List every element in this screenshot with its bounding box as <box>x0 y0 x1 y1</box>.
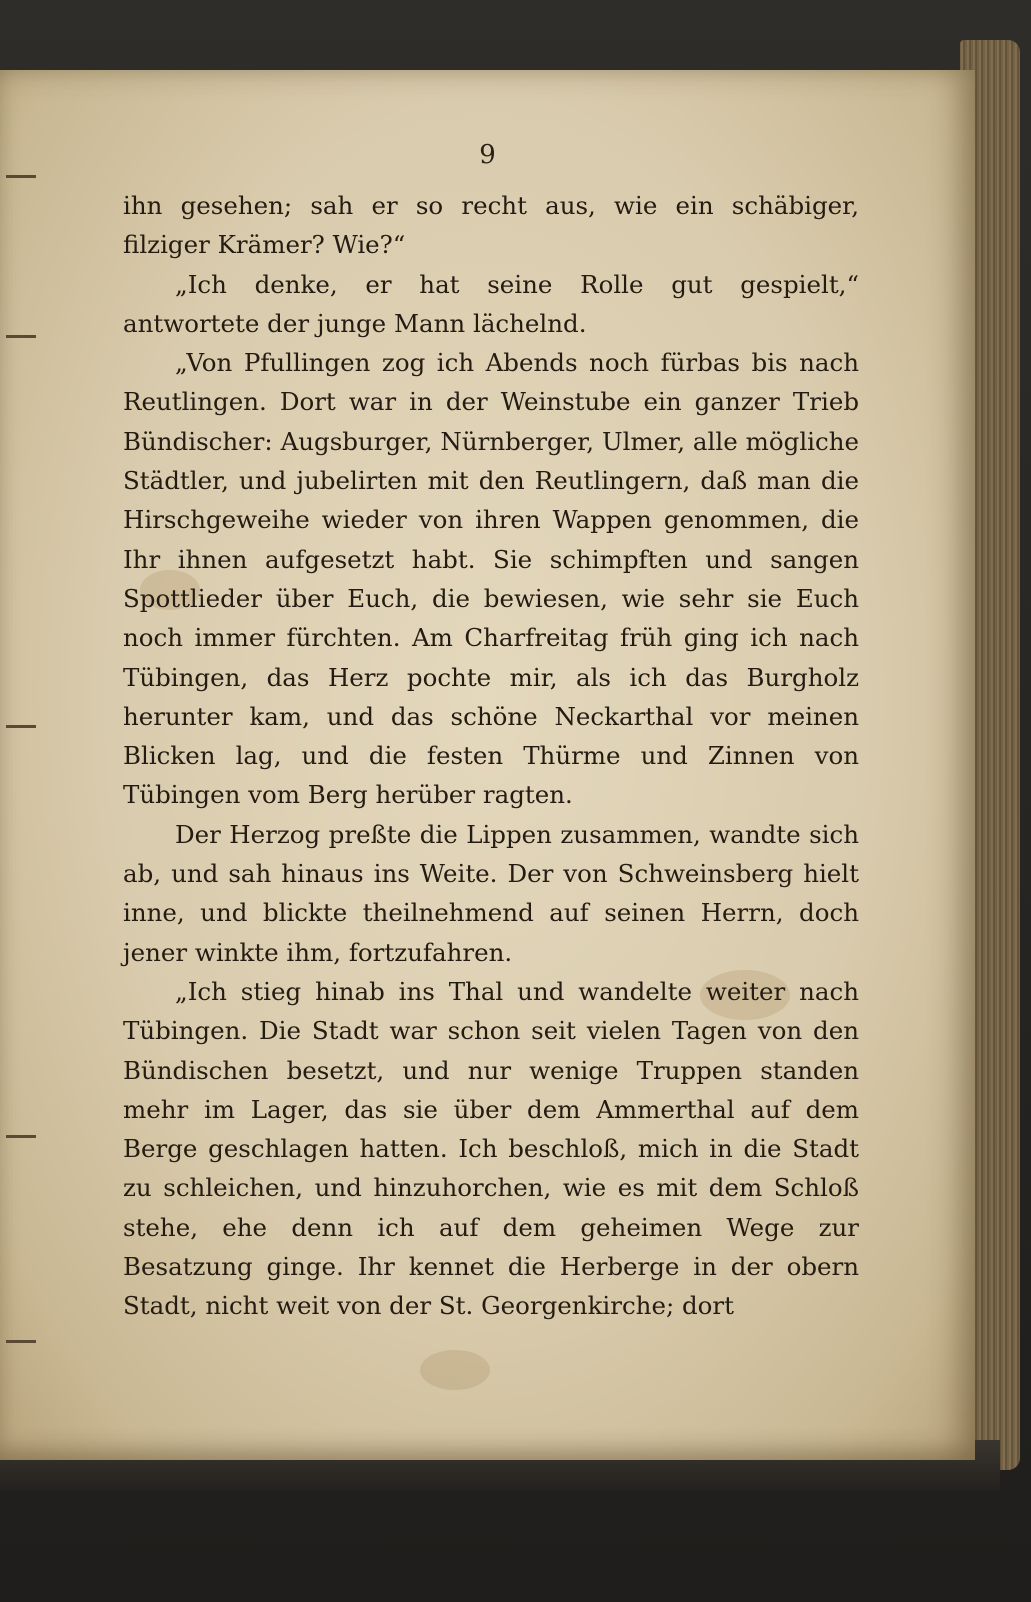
margin-mark <box>6 175 36 178</box>
paragraph: „Von Pfullingen zog ich Abends noch fürbas bis nach Reutlingen. Dort war in der Weinstube ein ganzer Trieb Bündischer: Augsburger, Nürnberger, Ulmer, alle mögliche Städtler, und jubelirten mit den Reutlingern, daß man die Hirschgeweihe wieder von ihren Wappen genommen, die Ihr ihnen aufgesetzt habt. Sie schimpften und sangen Spottlieder über Euch, die bewiesen, wie sehr sie Euch noch immer fürchten. Am Charfreitag früh ging ich nach Tübingen, das Herz pochte mir, als ich das Burgholz herunter kam, und das schöne Neckarthal vor meinen Blicken lag, und die festen Thürme und Zinnen von Tübingen vom Berg herüber ragten. <box>123 348 859 810</box>
paragraph: „Ich stieg hinab ins Thal und wandelte weiter nach Tübingen. Die Stadt war schon seit vielen Tagen von den Bündischen besetzt, und nur wenige Truppen standen mehr im Lager, das sie über dem Ammerthal auf dem Berge geschlagen hatten. Ich beschloß, mich in die Stadt zu schleichen, und hinzuhorchen, wie es mit dem Schloß stehe, ehe denn ich auf dem geheimen Wege zur Besatzung ginge. Ihr kennet die Herberge in der obern Stadt, nicht weit von der St. Georgenkirche; dort <box>123 976 859 1321</box>
margin-mark <box>6 1340 36 1343</box>
margin-mark <box>6 335 36 338</box>
paragraph: „Ich denke, er hat seine Rolle gut gespielt,“ antwortete der junge Mann lächelnd. <box>123 269 859 338</box>
page-number: 9 <box>479 140 496 170</box>
book-page <box>0 70 975 1460</box>
foxing-stain <box>420 1350 490 1390</box>
paragraph: Der Herzog preßte die Lippen zusammen, wandte sich ab, und sah hinaus ins Weite. Der von Schweinsberg hielt inne, und blickte theilnehmend auf seinen Herrn, doch jener winkte ihm, fortzufahren. <box>123 819 859 967</box>
margin-mark <box>6 725 36 728</box>
body-text <box>123 186 859 1326</box>
margin-mark <box>6 1135 36 1138</box>
paragraph: ihn gesehen; sah er so recht aus, wie ein schäbiger, filziger Krämer? Wie?“ <box>123 191 859 260</box>
